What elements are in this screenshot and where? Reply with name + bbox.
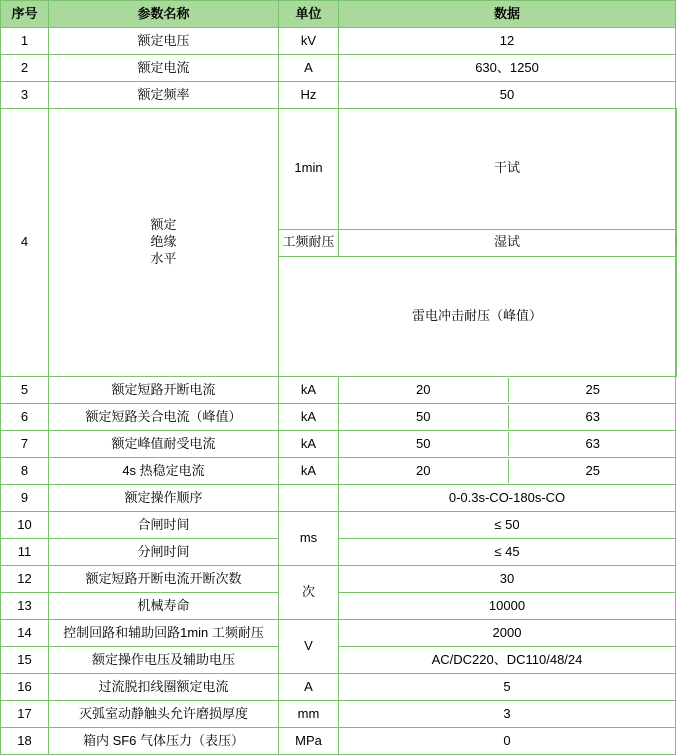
row-no: 4 bbox=[1, 109, 49, 377]
row-name: 额定短路开断电流 bbox=[49, 377, 279, 404]
row-unit: kA bbox=[279, 404, 339, 431]
row-unit: MPa bbox=[279, 728, 339, 755]
insulation-test-sub: 干试 bbox=[339, 109, 676, 230]
row-unit: A bbox=[279, 55, 339, 82]
row-unit: 次 bbox=[279, 566, 339, 620]
row-name: 额定电压 bbox=[49, 28, 279, 55]
row-data-right: 63 bbox=[585, 435, 600, 451]
row-name: 额定操作顺序 bbox=[49, 485, 279, 512]
table-row bbox=[1, 512, 677, 539]
row-data: 2000 bbox=[339, 620, 676, 647]
row-name: 过流脱扣线圈额定电流 bbox=[49, 674, 279, 701]
row-unit bbox=[279, 485, 339, 512]
table-row bbox=[1, 701, 677, 728]
row-name: 灭弧室动静触头允许磨损厚度 bbox=[49, 701, 279, 728]
table-row bbox=[1, 82, 677, 109]
row-unit: Hz bbox=[279, 82, 339, 109]
row-no: 5 bbox=[1, 377, 49, 404]
row-no: 17 bbox=[1, 701, 49, 728]
row-no: 8 bbox=[1, 458, 49, 485]
row-data: ≤ 45 bbox=[339, 539, 676, 566]
row-data-left: 20 bbox=[339, 378, 508, 402]
row-data: 10000 bbox=[339, 593, 676, 620]
table-row bbox=[1, 539, 677, 566]
row-data-right: 63 bbox=[585, 408, 600, 424]
row-no: 18 bbox=[1, 728, 49, 755]
row-no: 11 bbox=[1, 539, 49, 566]
header-name: 参数名称 bbox=[49, 1, 279, 28]
row-data-left: 20 bbox=[339, 459, 508, 483]
table-header-row bbox=[1, 1, 677, 28]
row-unit: kV bbox=[279, 28, 339, 55]
row-no: 13 bbox=[1, 593, 49, 620]
row-no: 1 bbox=[1, 28, 49, 55]
header-no: 序号 bbox=[1, 1, 49, 28]
table-row bbox=[1, 728, 677, 755]
insulation-level-label bbox=[49, 109, 279, 377]
header-data: 数据 bbox=[339, 1, 676, 28]
insulation-test-name: 1min bbox=[279, 109, 339, 230]
table-row bbox=[1, 377, 677, 404]
table-row bbox=[1, 28, 677, 55]
insulation-test-sub: 湿试 bbox=[339, 229, 676, 256]
insulation-label-line2: 绝缘 bbox=[150, 234, 177, 250]
row-name: 箱内 SF6 气体压力（表压） bbox=[49, 728, 279, 755]
row-no: 14 bbox=[1, 620, 49, 647]
row-data bbox=[676, 229, 677, 256]
table-row bbox=[1, 404, 677, 431]
row-data: 5 bbox=[339, 674, 676, 701]
row-no: 3 bbox=[1, 82, 49, 109]
table-row bbox=[1, 458, 677, 485]
row-no: 2 bbox=[1, 55, 49, 82]
table-row bbox=[1, 485, 677, 512]
insulation-label-line3: 水平 bbox=[150, 250, 177, 266]
row-data: AC/DC220、DC110/48/24 bbox=[339, 647, 676, 674]
row-data: 50 bbox=[339, 82, 676, 109]
row-unit: mm bbox=[279, 701, 339, 728]
row-data bbox=[676, 109, 677, 230]
row-data: 12 bbox=[339, 28, 676, 55]
row-data-right: 25 bbox=[585, 462, 600, 478]
row-no: 10 bbox=[1, 512, 49, 539]
row-name: 额定峰值耐受电流 bbox=[49, 431, 279, 458]
table-row bbox=[1, 593, 677, 620]
row-unit: V bbox=[279, 620, 339, 674]
row-data-left: 50 bbox=[339, 432, 508, 456]
row-data: 3 bbox=[339, 701, 676, 728]
row-name: 额定短路开断电流开断次数 bbox=[49, 566, 279, 593]
row-name: 机械寿命 bbox=[49, 593, 279, 620]
header-unit: 单位 bbox=[279, 1, 339, 28]
row-unit: ms bbox=[279, 512, 339, 566]
insulation-test-name: 雷电冲击耐压（峰值） bbox=[279, 256, 676, 377]
row-name: 分闸时间 bbox=[49, 539, 279, 566]
insulation-test-name: 工频耐压 bbox=[279, 229, 339, 256]
table-row bbox=[1, 55, 677, 82]
row-name: 额定短路关合电流（峰值） bbox=[49, 404, 279, 431]
row-name: 4s 热稳定电流 bbox=[49, 458, 279, 485]
row-name: 额定电流 bbox=[49, 55, 279, 82]
insulation-label-line1: 额定 bbox=[150, 217, 177, 233]
row-unit: A bbox=[279, 674, 339, 701]
row-no: 16 bbox=[1, 674, 49, 701]
row-unit: kA bbox=[279, 458, 339, 485]
row-data-left: 50 bbox=[339, 405, 508, 429]
row-no: 9 bbox=[1, 485, 49, 512]
row-no: 12 bbox=[1, 566, 49, 593]
row-data: 630、1250 bbox=[339, 55, 676, 82]
table-row bbox=[1, 566, 677, 593]
row-unit: kA bbox=[279, 431, 339, 458]
row-data bbox=[676, 256, 677, 377]
row-unit: kA bbox=[279, 377, 339, 404]
row-name: 额定频率 bbox=[49, 82, 279, 109]
table-row bbox=[1, 431, 677, 458]
row-data: 0-0.3s-CO-180s-CO bbox=[339, 485, 676, 512]
row-data: 30 bbox=[339, 566, 676, 593]
row-data-right: 25 bbox=[585, 381, 600, 397]
row-name: 控制回路和辅助回路1min 工频耐压 bbox=[49, 620, 279, 647]
row-name: 合闸时间 bbox=[49, 512, 279, 539]
row-no: 7 bbox=[1, 431, 49, 458]
row-name: 额定操作电压及辅助电压 bbox=[49, 647, 279, 674]
table-row bbox=[1, 674, 677, 701]
table-row bbox=[1, 109, 677, 230]
row-data: ≤ 50 bbox=[339, 512, 676, 539]
table-row bbox=[1, 647, 677, 674]
row-no: 15 bbox=[1, 647, 49, 674]
row-data: 0 bbox=[339, 728, 676, 755]
table-row bbox=[1, 620, 677, 647]
row-no: 6 bbox=[1, 404, 49, 431]
